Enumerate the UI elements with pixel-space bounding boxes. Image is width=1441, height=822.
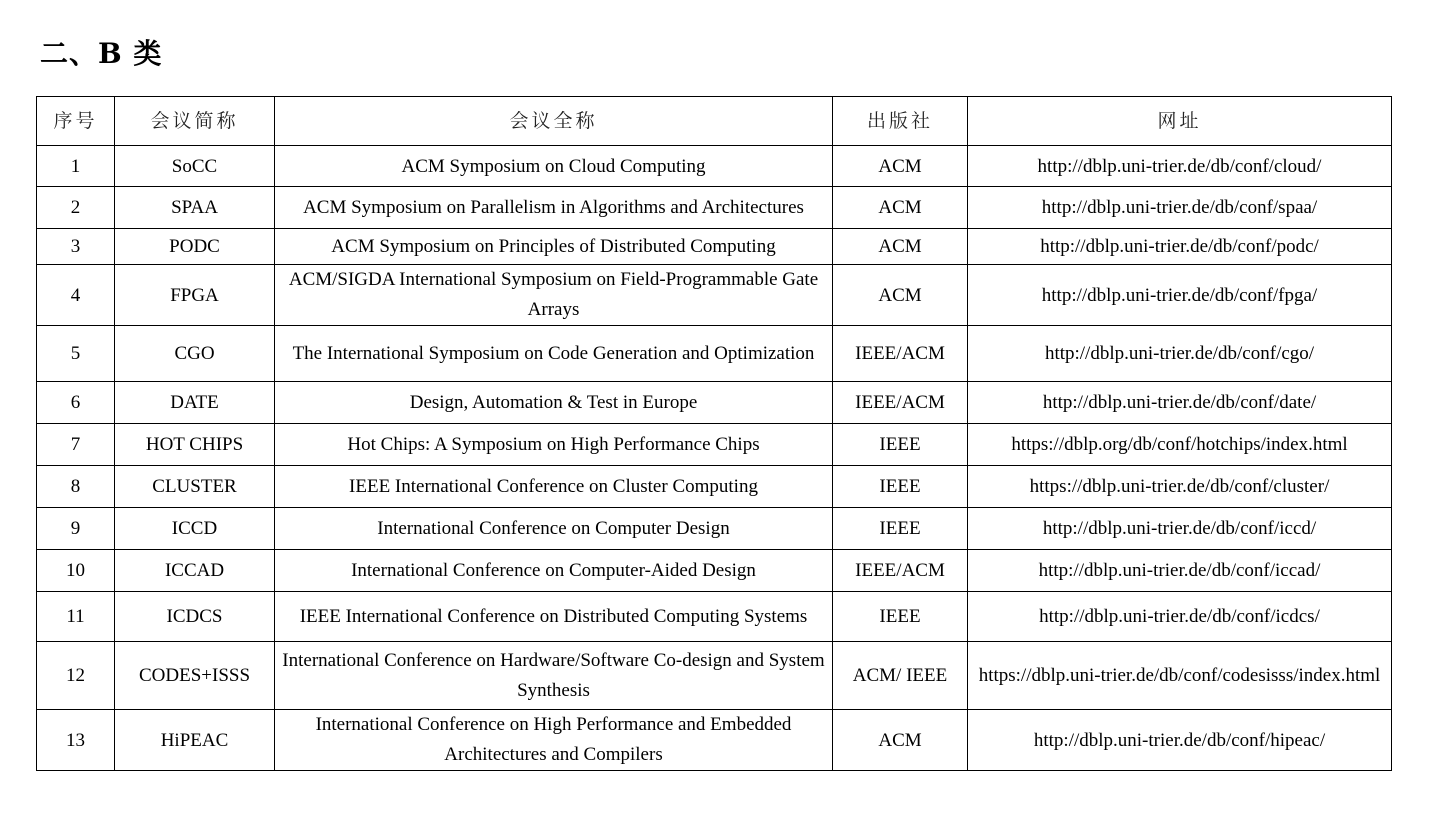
cell-full-name: ACM/SIGDA International Symposium on Field-Programmable Gate Arrays — [275, 265, 833, 326]
cell-abbreviation: HiPEAC — [115, 710, 275, 771]
cell-publisher: ACM/ IEEE — [833, 642, 968, 710]
cell-index: 11 — [37, 592, 115, 642]
cell-url: http://dblp.uni-trier.de/db/conf/cgo/ — [968, 326, 1392, 382]
cell-full-name: International Conference on High Performance and Embedded Architectures and Compilers — [275, 710, 833, 771]
cell-full-name: ACM Symposium on Cloud Computing — [275, 146, 833, 187]
header-abbreviation: 会议简称 — [115, 97, 275, 146]
cell-url: http://dblp.uni-trier.de/db/conf/spaa/ — [968, 187, 1392, 229]
cell-url: http://dblp.uni-trier.de/db/conf/iccd/ — [968, 508, 1392, 550]
cell-publisher: ACM — [833, 710, 968, 771]
cell-url: http://dblp.uni-trier.de/db/conf/podc/ — [968, 229, 1392, 265]
cell-abbreviation: FPGA — [115, 265, 275, 326]
cell-publisher: IEEE — [833, 508, 968, 550]
cell-index: 10 — [37, 550, 115, 592]
header-publisher: 出版社 — [833, 97, 968, 146]
cell-full-name: The International Symposium on Code Generation and Optimization — [275, 326, 833, 382]
table-row — [37, 382, 1392, 424]
cell-abbreviation: PODC — [115, 229, 275, 265]
cell-index: 2 — [37, 187, 115, 229]
cell-index: 5 — [37, 326, 115, 382]
cell-abbreviation: CGO — [115, 326, 275, 382]
table-row — [37, 592, 1392, 642]
cell-publisher: IEEE — [833, 592, 968, 642]
cell-full-name: ACM Symposium on Parallelism in Algorithms and Architectures — [275, 187, 833, 229]
cell-index: 7 — [37, 424, 115, 466]
cell-publisher: IEEE/ACM — [833, 326, 968, 382]
cell-index: 1 — [37, 146, 115, 187]
table-row — [37, 710, 1392, 771]
header-url: 网址 — [968, 97, 1392, 146]
cell-abbreviation: ICDCS — [115, 592, 275, 642]
cell-publisher: IEEE — [833, 466, 968, 508]
cell-full-name: International Conference on Computer-Aided Design — [275, 550, 833, 592]
cell-url: https://dblp.uni-trier.de/db/conf/cluster/ — [968, 466, 1392, 508]
cell-abbreviation: DATE — [115, 382, 275, 424]
cell-full-name: Hot Chips: A Symposium on High Performance Chips — [275, 424, 833, 466]
section-heading: 二、B 类 — [40, 37, 163, 70]
cell-url: http://dblp.uni-trier.de/db/conf/cloud/ — [968, 146, 1392, 187]
cell-index: 6 — [37, 382, 115, 424]
cell-abbreviation: ICCD — [115, 508, 275, 550]
cell-abbreviation: CODES+ISSS — [115, 642, 275, 710]
header-index: 序号 — [37, 97, 115, 146]
table-row — [37, 642, 1392, 710]
cell-publisher: ACM — [833, 265, 968, 326]
table-row — [37, 508, 1392, 550]
cell-index: 4 — [37, 265, 115, 326]
cell-index: 9 — [37, 508, 115, 550]
cell-url: http://dblp.uni-trier.de/db/conf/date/ — [968, 382, 1392, 424]
cell-index: 12 — [37, 642, 115, 710]
cell-url: https://dblp.uni-trier.de/db/conf/codesisss/index.html — [968, 642, 1392, 710]
table-header-row — [37, 97, 1392, 146]
cell-index: 13 — [37, 710, 115, 771]
cell-publisher: IEEE/ACM — [833, 382, 968, 424]
table-row — [37, 326, 1392, 382]
cell-publisher: ACM — [833, 229, 968, 265]
cell-full-name: IEEE International Conference on Cluster Computing — [275, 466, 833, 508]
table-row — [37, 466, 1392, 508]
table-row — [37, 146, 1392, 187]
cell-publisher: IEEE/ACM — [833, 550, 968, 592]
cell-publisher: IEEE — [833, 424, 968, 466]
table-row — [37, 550, 1392, 592]
cell-url: https://dblp.org/db/conf/hotchips/index.html — [968, 424, 1392, 466]
cell-url: http://dblp.uni-trier.de/db/conf/iccad/ — [968, 550, 1392, 592]
cell-abbreviation: CLUSTER — [115, 466, 275, 508]
cell-index: 3 — [37, 229, 115, 265]
cell-publisher: ACM — [833, 187, 968, 229]
cell-full-name: ACM Symposium on Principles of Distributed Computing — [275, 229, 833, 265]
cell-full-name: International Conference on Hardware/Software Co-design and System Synthesis — [275, 642, 833, 710]
cell-full-name: Design, Automation & Test in Europe — [275, 382, 833, 424]
table-row — [37, 424, 1392, 466]
cell-url: http://dblp.uni-trier.de/db/conf/icdcs/ — [968, 592, 1392, 642]
cell-abbreviation: SoCC — [115, 146, 275, 187]
cell-publisher: ACM — [833, 146, 968, 187]
table-row — [37, 229, 1392, 265]
cell-full-name: IEEE International Conference on Distributed Computing Systems — [275, 592, 833, 642]
table-row — [37, 187, 1392, 229]
cell-full-name: International Conference on Computer Design — [275, 508, 833, 550]
cell-index: 8 — [37, 466, 115, 508]
cell-abbreviation: ICCAD — [115, 550, 275, 592]
table-row — [37, 265, 1392, 326]
cell-url: http://dblp.uni-trier.de/db/conf/hipeac/ — [968, 710, 1392, 771]
conference-table — [36, 96, 1392, 771]
cell-abbreviation: SPAA — [115, 187, 275, 229]
cell-url: http://dblp.uni-trier.de/db/conf/fpga/ — [968, 265, 1392, 326]
header-full-name: 会议全称 — [275, 97, 833, 146]
cell-abbreviation: HOT CHIPS — [115, 424, 275, 466]
